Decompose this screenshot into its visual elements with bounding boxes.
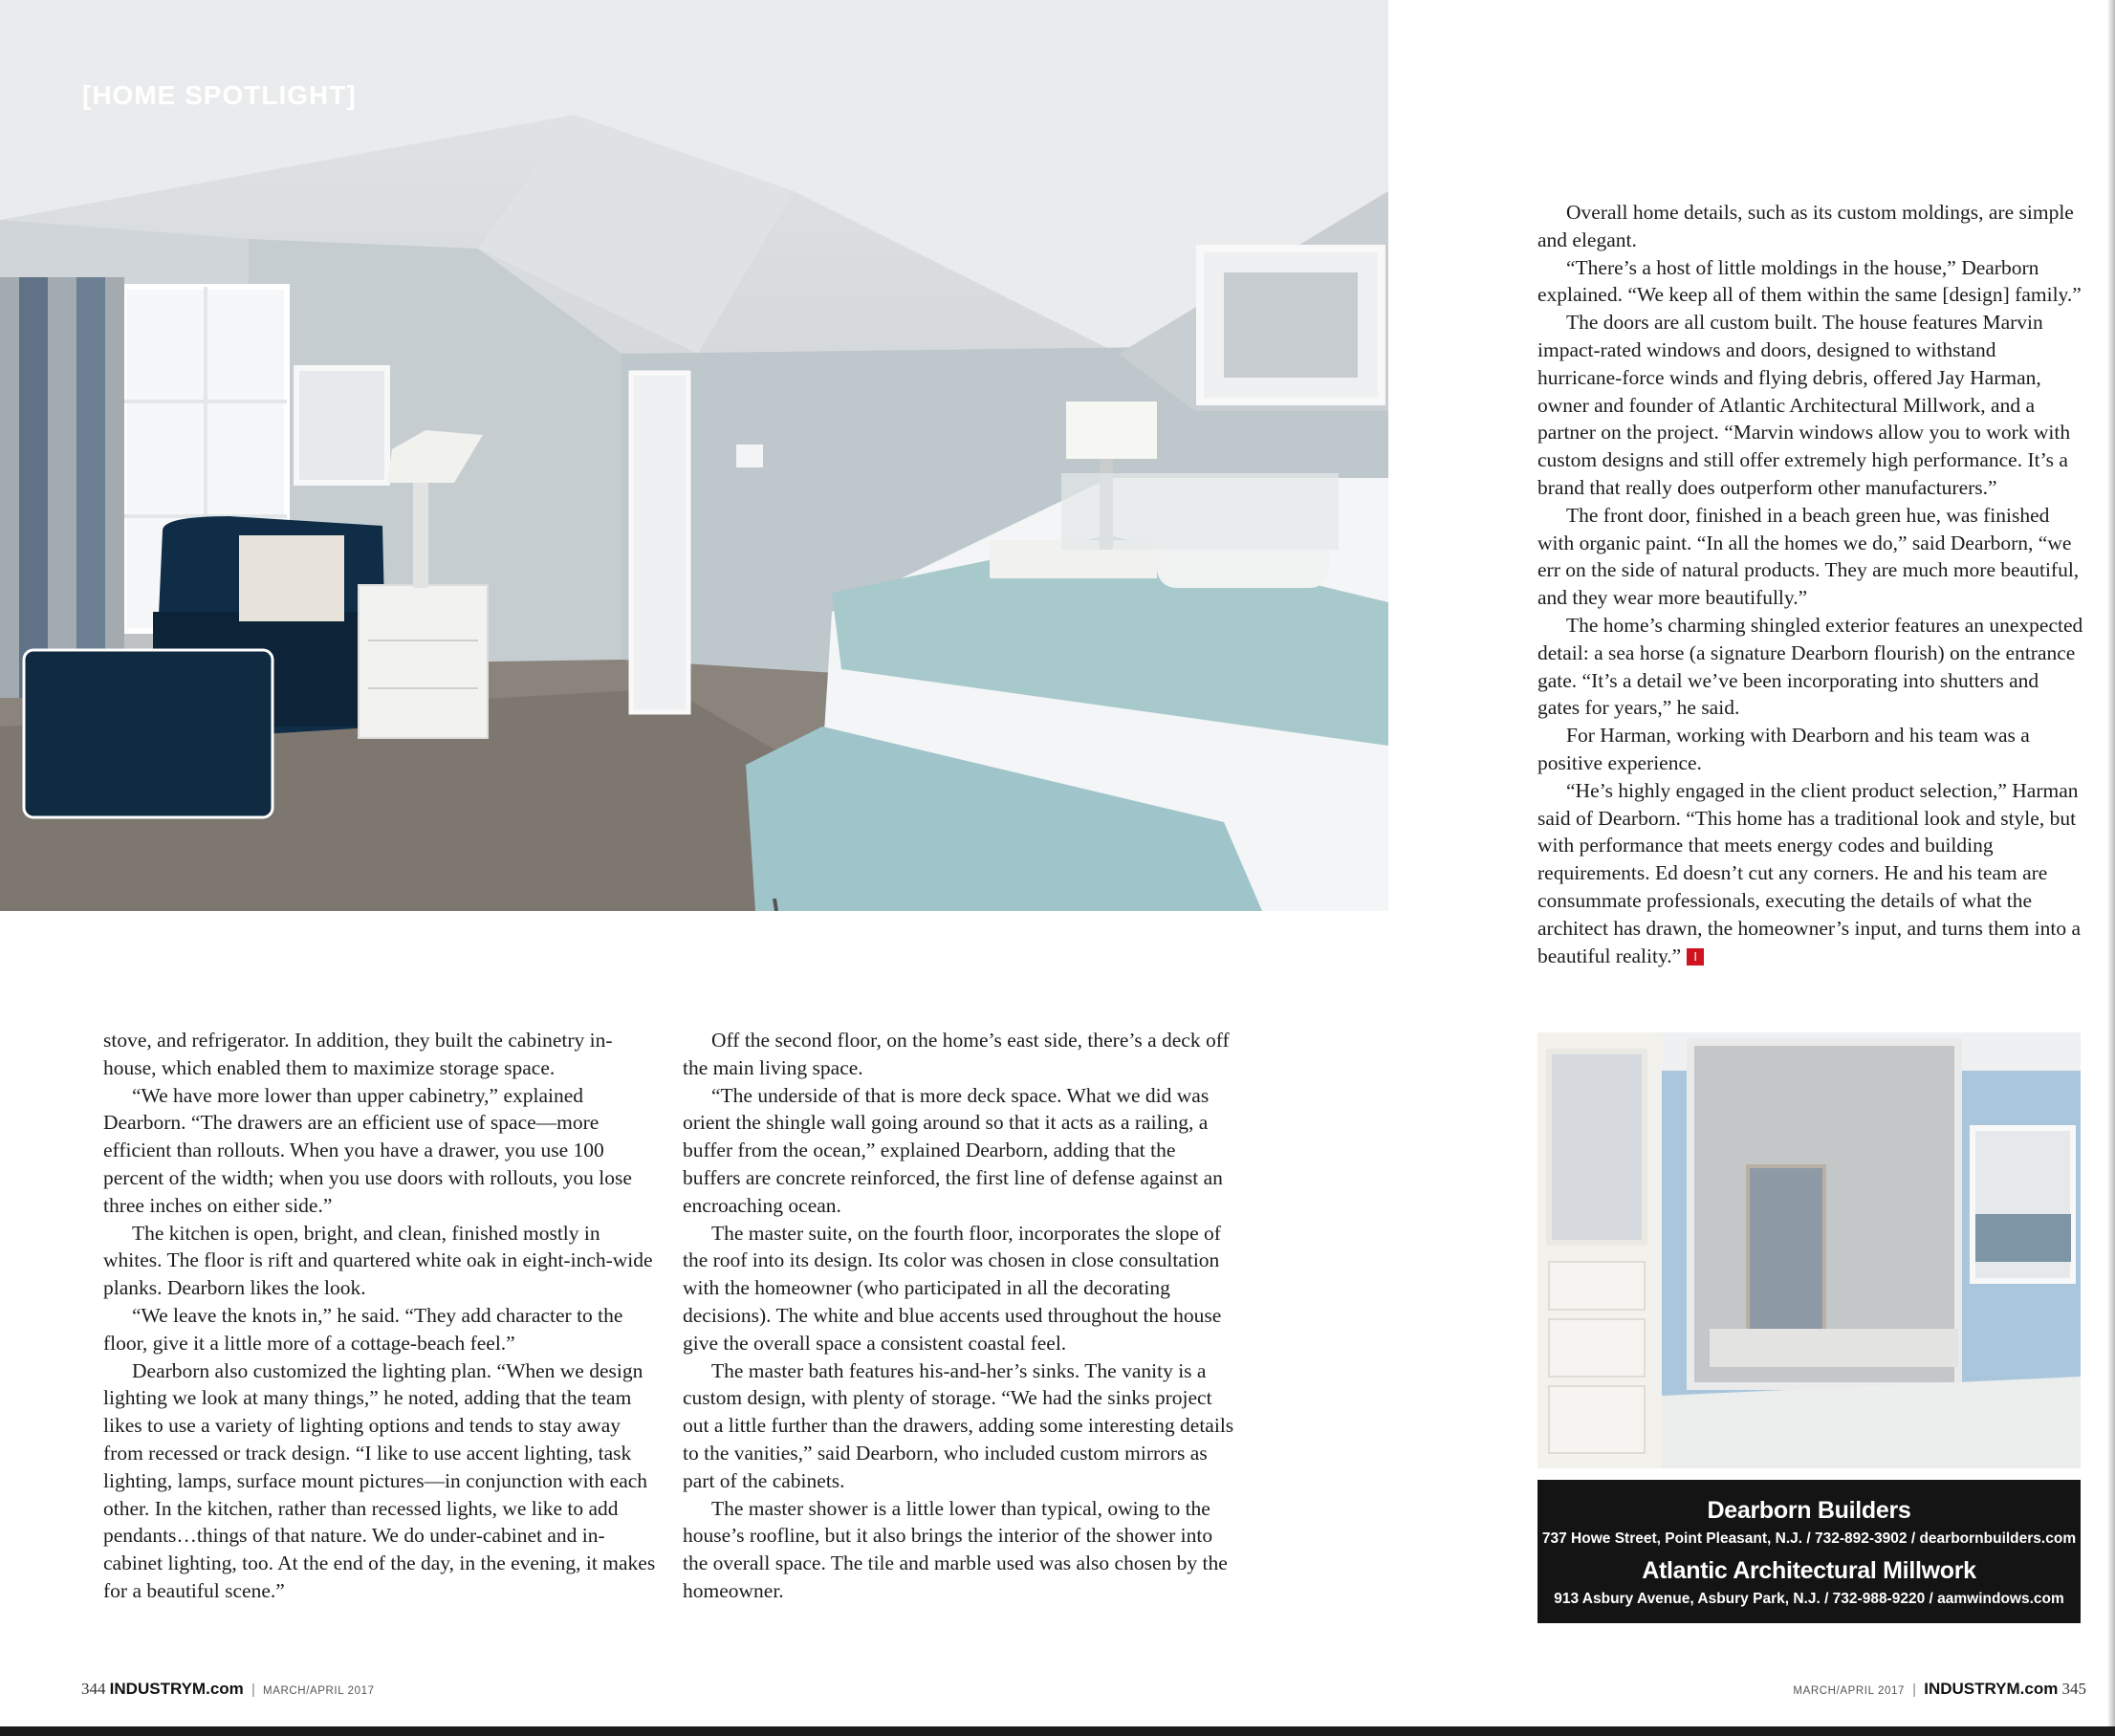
- paragraph: The master shower is a little lower than typical, owing to the house’s roofline, but it also brings the interior of the shower into the overall space. The tile and marble used was also chosen by the homeowner.: [683, 1496, 1228, 1602]
- bedroom-photo: [0, 0, 1388, 911]
- right-column: [1537, 199, 2084, 969]
- company-address: 737 Howe Street, Point Pleasant, N.J. / 732-892-3902 / dearbornbuilders.com: [1541, 1530, 2077, 1547]
- paragraph: stove, and refrigerator. In addition, they built the cabinetry in-house, which enabled them to maximize storage space.: [103, 1029, 613, 1079]
- paragraph: Dearborn also customized the lighting plan. “When we design lighting we look at many things,” he noted, adding that the team likes to use a variety of lighting options and tends to stay away from recessed or track design. “I like to use accent lighting, task lighting, lamps, surface mount pictures—in conjunction with each other. In the kitchen, rather than recessed lights, we like to add pendants…things of that nature. We do under-cabinet and in-cabinet lighting, too. At the end of the day, in the evening, it makes for a beautiful scene.”: [103, 1358, 656, 1602]
- company-name: Atlantic Architectural Millwork: [1642, 1557, 1976, 1584]
- paragraph: “There’s a host of little moldings in the house,” Dearborn explained. “We keep all of them within the same [design] family.”: [1537, 255, 2082, 307]
- paragraph: “The underside of that is more deck space. What we did was orient the shingle wall going around so that it acts as a railing, a buffer from the ocean,” explained Dearborn, adding that the buffers are concrete reinforced, the first line of defense against an encroaching ocean.: [683, 1083, 1223, 1217]
- magazine-name: INDUSTRYM.com: [1924, 1680, 2059, 1698]
- bottom-edge: [0, 1726, 2115, 1736]
- end-mark-icon: I: [1687, 948, 1704, 966]
- section-tag: [HOME SPOTLIGHT]: [82, 80, 357, 110]
- page-number: 345: [2061, 1680, 2086, 1698]
- paragraph: “We have more lower than upper cabinetry,” explained Dearborn. “The drawers are an efficient use of space—more efficient than rollouts. When you have a drawer, you use 100 percent of the width; when you use doors with rollouts, you lose three inches on either side.”: [103, 1083, 632, 1217]
- paragraph: Overall home details, such as its custom moldings, are simple and elegant.: [1537, 201, 2074, 251]
- magazine-name: INDUSTRYM.com: [109, 1680, 244, 1698]
- paragraph: [1537, 777, 2084, 970]
- middle-column: [683, 1027, 1235, 1605]
- folio-left: [81, 1680, 375, 1699]
- paragraph: For Harman, working with Dearborn and his team was a positive experience.: [1537, 724, 2030, 774]
- company-address: 913 Asbury Avenue, Asbury Park, N.J. / 732-988-9220 / aamwindows.com: [1554, 1591, 2064, 1607]
- folio-separator: |: [251, 1682, 255, 1698]
- folio-separator: |: [1912, 1682, 1917, 1698]
- bathroom-illustration: [1537, 1032, 2081, 1468]
- bathroom-photo: [1537, 1032, 2081, 1468]
- paragraph: Off the second floor, on the home’s east side, there’s a deck off the main living space.: [683, 1029, 1230, 1079]
- page-edge: [2107, 0, 2115, 1726]
- issue-date: MARCH/APRIL 2017: [263, 1685, 375, 1697]
- paragraph-text: “He’s highly engaged in the client product selection,” Harman said of Dearborn. “This home has a traditional look and style, but with performance that meets energy codes and building requirements. Ed doesn’t cut any corners. He and his team are consummate professionals, executing the details of what the architect has drawn, the homeowner’s input, and turns them into a beautiful reality.”: [1537, 778, 2082, 967]
- bedroom-illustration: [0, 0, 1388, 911]
- paragraph: The doors are all custom built. The house features Marvin impact-rated windows and doors, designed to withstand hurricane-force winds and flying debris, offered Jay Harman, owner and founder of Atlantic Architectural Millwork, and a partner on the project. “Marvin windows allow you to work with custom designs and still offer extremely high performance. It’s a brand that really does outperform other manufacturers.”: [1537, 311, 2071, 499]
- left-column: [103, 1027, 656, 1605]
- page-number: 344: [81, 1680, 106, 1698]
- paragraph: The home’s charming shingled exterior features an unexpected detail: a sea horse (a signature Dearborn flourish) on the entrance gate. “It’s a detail we’ve been incorporating into shutters and gates for years,” he said.: [1537, 613, 2083, 720]
- paragraph: The front door, finished in a beach green hue, was finished with organic paint. “In all the homes we do,” said Dearborn, “we err on the side of natural products. They are much more beautiful, and they wear more beautifully.”: [1537, 503, 2080, 610]
- company-name: Dearborn Builders: [1707, 1497, 1911, 1524]
- issue-date: MARCH/APRIL 2017: [1793, 1685, 1905, 1697]
- folio-right: [1793, 1680, 2086, 1699]
- paragraph: The kitchen is open, bright, and clean, finished mostly in whites. The floor is rift and quartered white oak in eight-inch-wide planks. Dearborn likes the look.: [103, 1221, 653, 1300]
- paragraph: “We leave the knots in,” he said. “They add character to the floor, give it a little more of a cottage-beach feel.”: [103, 1303, 623, 1355]
- credits-box: [1537, 1480, 2081, 1623]
- paragraph: The master bath features his-and-her’s sinks. The vanity is a custom design, with plenty of storage. “We had the sinks project out a little further than the drawers, adding some interesting details to the vanities,” said Dearborn, who included custom mirrors as part of the cabinets.: [683, 1358, 1234, 1492]
- paragraph: The master suite, on the fourth floor, incorporates the slope of the roof into its design. Its color was chosen in close consultation with the homeowner (who participated in all the decorating decisions). The white and blue accents used throughout the house give the overall space a consistent coastal feel.: [683, 1221, 1222, 1355]
